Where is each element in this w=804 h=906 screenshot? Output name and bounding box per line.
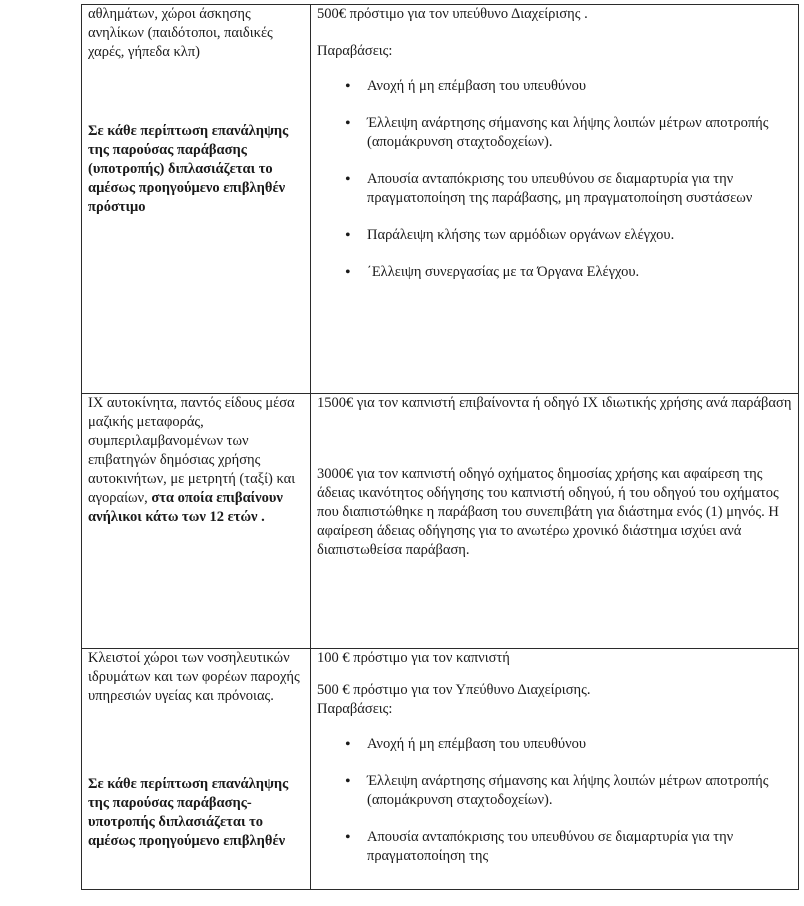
location-text: Κλειστοί χώροι των νοσηλευτικών ιδρυμάτων και των φορέων παροχής υπηρεσιών υγείας και πρόνοιας. [88,650,300,704]
fine-text-secondary: 3000€ για τον καπνιστή οδηγό οχήματος δημοσίας χρήσης και αφαίρεση της άδειας ικανότητος οδήγησης του καπνιστή οδηγού, ή του οδηγού του οχήματος που διαπιστώθηκε η παράβαση του συνεπιβάτη για διάστημα ενός (1) μηνός. Η αφαίρεση άδειας οδήγησης για το ανωτέρω χρονικό διάστημα ισχύει ανά διαπιστωθείσα παράβαση. [317,466,779,558]
table-row [82,649,799,890]
fine-text: 1500€ για τον καπνιστή επιβαίνοντα ή οδηγό ΙΧ ιδιωτικής χρήσης ανά παράβαση [317,395,792,411]
penalty-table [81,4,799,890]
list-item: • ΄Ελλειψη συνεργασίας με τα Όργανα Ελέγχου. [345,263,794,282]
penalty-cell [311,394,799,649]
list-item: • Παράλειψη κλήσης των αρμόδιων οργάνων ελέγχου. [345,226,794,245]
list-item: • Απουσία ανταπόκρισης του υπευθύνου σε διαμαρτυρία για την πραγματοποίηση της [345,828,794,866]
penalty-cell [311,5,799,394]
fine-text: 500€ πρόστιμο για τον υπεύθυνο Διαχείρισης . [317,6,588,22]
table-row [82,394,799,649]
fine-text-secondary: 500 € πρόστιμο για τον Υπεύθυνο Διαχείρισης. [317,682,591,698]
location-cell [82,394,311,649]
location-cell [82,649,311,890]
list-item: • Έλλειψη ανάρτησης σήμανσης και λήψης λοιπών μέτρων αποτροπής (απομάκρυνση σταχτοδοχείων). [345,114,794,152]
location-cell [82,5,311,394]
location-text [88,394,306,527]
location-text: αθλημάτων, χώροι άσκησης ανηλίκων (παιδότοποι, παιδικές χαρές, γήπεδα κλπ) [88,6,273,60]
list-item: • Έλλειψη ανάρτησης σήμανσης και λήψης λοιπών μέτρων αποτροπής (απομάκρυνση σταχτοδοχείων). [345,772,794,810]
violations-label: Παραβάσεις: [317,701,393,717]
location-text-plain: ΙΧ αυτοκίνητα, παντός είδους μέσα μαζικής μεταφοράς, συμπεριλαμβανομένων των επιβατηγών δημόσιας χρήσης αυτοκινήτων, με μετρητή (ταξί) και αγοραίων, [88,395,296,506]
violations-label: Παραβάσεις: [317,43,393,59]
location-text-bold: στα οποία επιβαίνουν ανήλικοι κάτω των 12 ετών . [88,490,283,525]
table-row [82,5,799,394]
fine-text: 100 € πρόστιμο για τον καπνιστή [317,650,510,666]
list-item: • Ανοχή ή μη επέμβαση του υπευθύνου [345,735,794,754]
list-item: • Απουσία ανταπόκρισης του υπευθύνου σε διαμαρτυρία για την πραγματοποίηση της παράβασης, μη πραγματοποίηση συστάσεων [345,170,794,208]
violations-list [317,735,794,866]
penalty-cell [311,649,799,890]
repeat-offense-note: Σε κάθε περίπτωση επανάληψης της παρούσας παράβασης-υποτροπής διπλασιάζεται το αμέσως προηγούμενο επιβληθέν [88,776,289,849]
violations-list [317,77,794,282]
repeat-offense-note: Σε κάθε περίπτωση επανάληψης της παρούσας παράβασης (υποτροπής) διπλασιάζεται το αμέσως προηγούμενο επιβληθέν πρόστιμο [88,123,289,215]
list-item: • Ανοχή ή μη επέμβαση του υπευθύνου [345,77,794,96]
